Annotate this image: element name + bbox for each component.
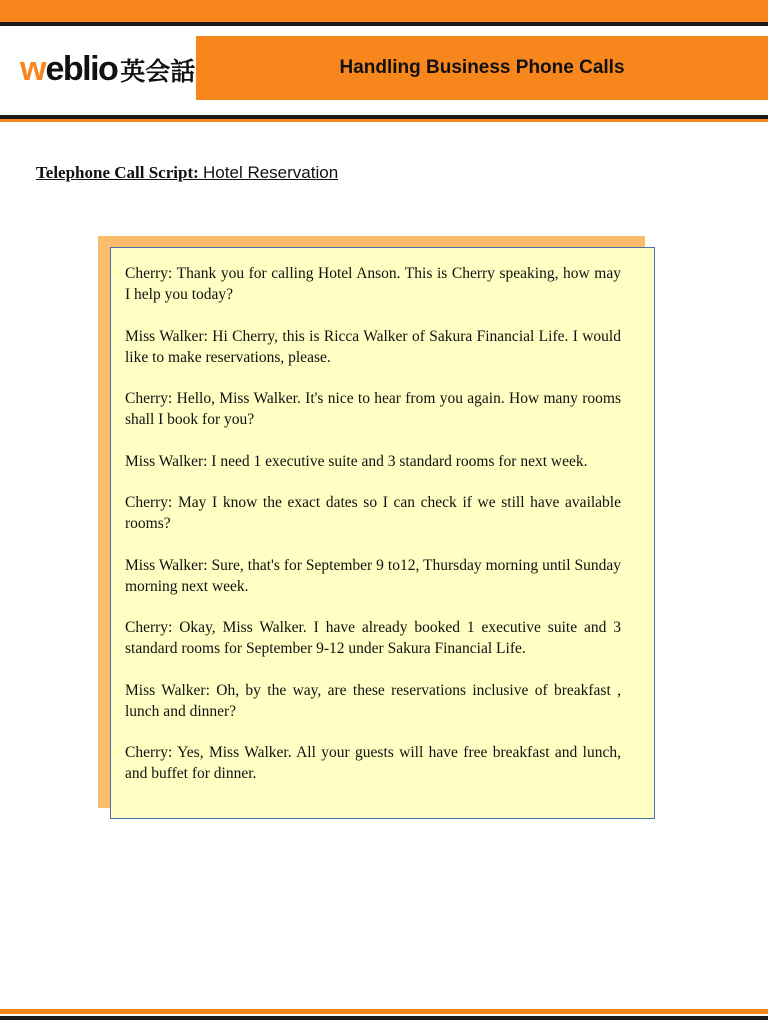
header-orange-rule [0, 119, 768, 122]
header-title-box [196, 36, 768, 100]
footer-orange-rule [0, 1009, 768, 1014]
weblio-logo [20, 50, 195, 90]
logo-letter-w: w [20, 50, 46, 88]
dialogue-line: Cherry: Hello, Miss Walker. It's nice to hear from you again. How many rooms shall I book for you? [125, 390, 621, 428]
dialogue-line: Miss Walker: Oh, by the way, are these reservations inclusive of breakfast , lunch and dinner? [125, 681, 621, 720]
logo-japanese: 英会話 [120, 57, 196, 86]
dialogue-line: Miss Walker: I need 1 executive suite and 3 standard rooms for next week. [125, 452, 588, 470]
section-heading-sub: Hotel Reservation [203, 163, 339, 182]
dialogue-line: Miss Walker: Sure, that's for September 9 to12, Thursday morning until Sunday morning next week. [125, 556, 621, 595]
top-orange-band [0, 0, 768, 22]
page-header [0, 26, 768, 116]
footer-dark-rule [0, 1016, 768, 1020]
dialogue-line: Cherry: Thank you for calling Hotel Anson. This is Cherry speaking, how may I help you today? [125, 265, 621, 303]
dialogue-line: Miss Walker: Hi Cherry, this is Ricca Walker of Sakura Financial Life. I would like to make reservations, please. [125, 327, 621, 366]
dialogue-line: Cherry: May I know the exact dates so I can check if we still have available rooms? [125, 494, 621, 532]
logo-word: eblio [45, 50, 118, 88]
call-script-box [110, 247, 655, 819]
page-title: Handling Business Phone Calls [339, 57, 625, 78]
section-heading [36, 163, 338, 183]
dialogue-line: Cherry: Yes, Miss Walker. All your guests will have free breakfast and lunch, and buffet for dinner. [125, 744, 621, 782]
dialogue-line: Cherry: Okay, Miss Walker. I have already booked 1 executive suite and 3 standard rooms for September 9-12 under Sakura Financial Life. [125, 619, 621, 657]
section-heading-main: Telephone Call Script: [36, 163, 199, 182]
